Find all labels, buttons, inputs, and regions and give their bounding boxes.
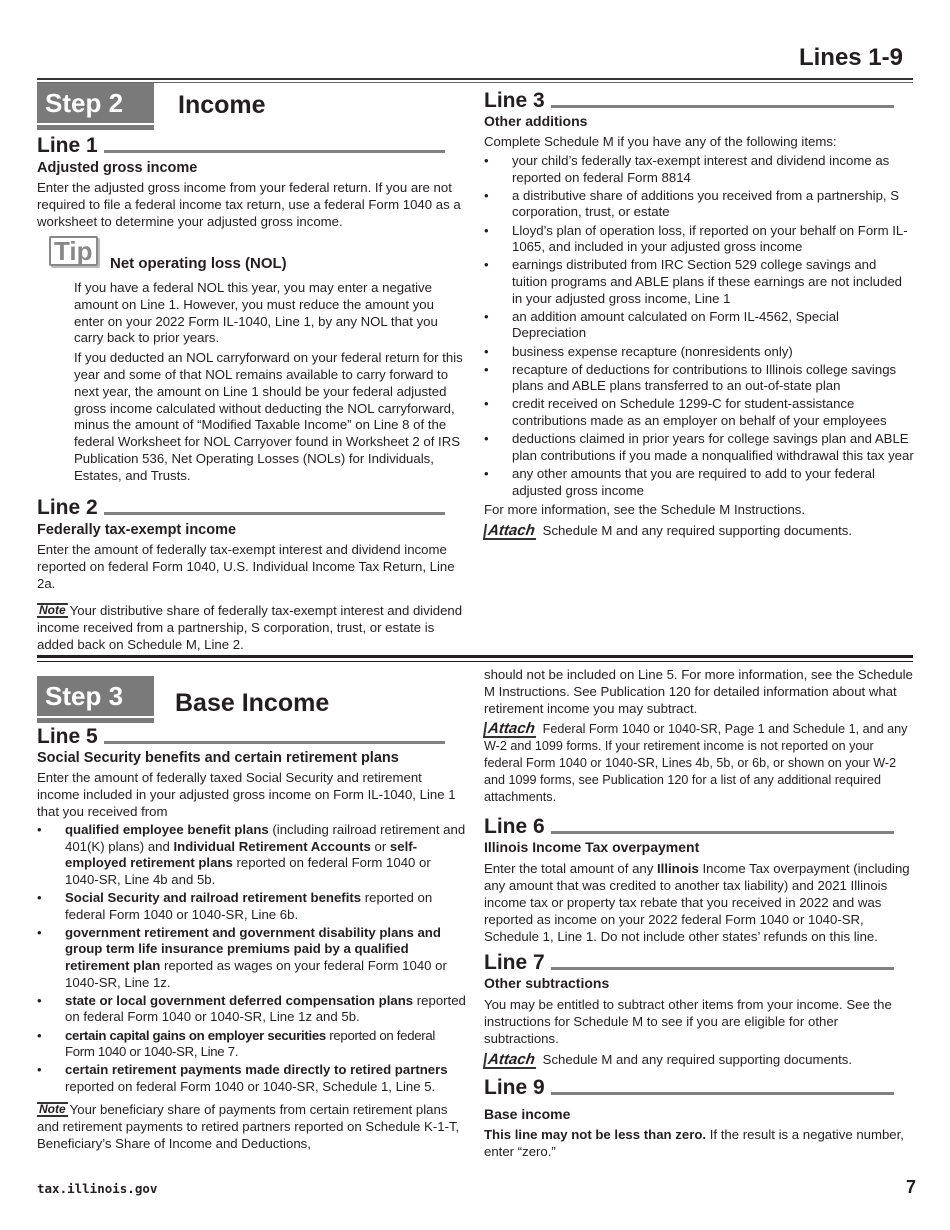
step2-left-column: [37, 135, 467, 653]
line6-text-part: Enter the total amount of any: [484, 861, 658, 876]
item-bold: qualified employee benefit plans: [65, 822, 269, 837]
step3-badge: Step 3: [37, 676, 154, 716]
line9-label: Line 9: [484, 1076, 545, 1099]
section-divider: [37, 655, 913, 658]
item-text: reported on federal Form 1040 or 1040-SR, Line 6b.: [65, 889, 433, 922]
tip-paragraph-2: If you deducted an NOL carryforward on your federal return for this year and some of that NOL remains available to carry forward to next year, the amount on Line 1 should be your federal adjusted gross income calculated without deducting the NOL carryforward, minus the amount of “Modified Taxable Income” on Line 8 of the federal Worksheet for NOL Carryover found in Worksheet 2 of IRS Publication 536, Net Operating Losses (NOLs) for Individuals, Estates, and Trusts.: [74, 350, 463, 483]
line6-subtitle: Illinois Income Tax overpayment: [484, 839, 700, 855]
line9-text-bold: This line may not be less than zero.: [484, 1127, 707, 1142]
line2-subtitle: Federally tax-exempt income: [37, 521, 237, 538]
line5-list: [37, 822, 467, 1095]
item-bold: government retirement and government disability plans and group term life insurance premiums paid by a qualified retirement plan: [65, 924, 441, 973]
footer-website[interactable]: tax.illinois.gov: [37, 1181, 158, 1196]
item-bold: Individual Retirement Accounts: [173, 838, 371, 854]
line5-note: [37, 1101, 467, 1152]
line5-item: [37, 822, 467, 888]
line5-heading: [37, 726, 467, 748]
line3-item: • any other amounts that you are required to add to your federal adjusted gross income: [484, 466, 914, 499]
line2-text: Enter the amount of federally tax-exempt interest and dividend income reported on federal Form 1040, U.S. Individual Income Tax Return, Line 2a.: [37, 541, 455, 591]
note-icon: Note: [39, 1102, 66, 1117]
tip-paragraph-1: If you have a federal NOL this year, you may enter a negative amount on Line 1. However, you must reduce the amount you enter on your 2022 Form IL-1040, Line 1, by any NOL that you carry back to prior years.: [74, 280, 438, 346]
line3-item: • an addition amount calculated on Form IL-4562, Special Depreciation: [484, 309, 914, 342]
line3-item: • earnings distributed from IRC Section 529 college savings and tuition programs and ABLE plans if these earnings are not included in your adjusted gross income, Line 1: [484, 257, 914, 307]
step3-left-column: [37, 726, 467, 1152]
line9-subtitle: Base income: [484, 1106, 571, 1122]
item-text: reported on federal Form 1040 or 1040-SR, Line 1z and 5b.: [65, 992, 466, 1025]
item-bold: self-employed retirement plans: [65, 838, 418, 871]
line7-attach-text: Schedule M and any required supporting documents.: [542, 1052, 853, 1067]
line9-heading: [484, 1077, 914, 1099]
line2-rule: [104, 512, 445, 515]
line6-heading: [484, 816, 914, 838]
line3-list: [484, 153, 914, 499]
item-text: reported as wages on your federal Form 1040 or 1040-SR, Line 1z.: [65, 957, 447, 990]
line3-item: • recapture of deductions for contributions to Illinois college savings plans and ABLE plans transferred to an out-of-state plan: [484, 362, 914, 395]
tip-body: [37, 280, 467, 485]
line1-heading: [37, 135, 467, 157]
tip-title: Net operating loss (NOL): [110, 255, 287, 272]
line5-item: [37, 925, 467, 991]
step2-badge-rule: [37, 125, 154, 130]
step2-right-column: [484, 90, 914, 540]
line5-item: [37, 890, 467, 923]
line5-continued: should not be included on Line 5. For more information, see the Schedule M Instructions. See Publication 120 for detailed information about what retirement income you may subtract.: [484, 667, 913, 716]
page-number: 7: [905, 1177, 916, 1197]
line5-item: [37, 1028, 467, 1061]
line6-text-part: Income Tax overpayment (including any amount that was credited to another tax liability) and 2021 Illinois income tax or property tax rebate that you received in 2022 and was reported as income on your 2022 federal Form 1040 or 1040-SR, Schedule 1, Line 1. Do not include other states’ refunds on this line.: [484, 861, 910, 944]
line2-label: Line 2: [37, 495, 98, 519]
line1-subtitle: Adjusted gross income: [37, 160, 198, 176]
line3-more: For more information, see the Schedule M Instructions.: [484, 501, 806, 517]
item-text: reported on federal Form 1040 or 1040-SR, Line 7.: [65, 1027, 436, 1060]
line3-item: • a distributive share of additions you received from a partnership, S corporation, trust, or estate: [484, 188, 914, 221]
line7-subtitle: Other subtractions: [484, 975, 610, 991]
page-header: Lines 1-9: [798, 44, 903, 71]
note-icon: Note: [39, 602, 66, 617]
step3-title: Base Income: [175, 689, 330, 717]
line6-rule: [551, 831, 894, 834]
line1-text: Enter the adjusted gross income from your federal return. If you are not required to file a federal income tax return, use a federal Form 1040 as a worksheet to determine your adjusted gross income.: [37, 180, 461, 229]
line6-text-bold: Illinois: [657, 861, 699, 876]
line5-rule: [104, 741, 445, 744]
line3-attach-text: Schedule M and any required supporting documents.: [542, 522, 853, 538]
item-bold: certain capital gains on employer securities: [65, 1027, 326, 1043]
step3-right-column: [484, 666, 914, 1160]
section-divider-thin: [37, 661, 913, 662]
line7-attach: [484, 1051, 914, 1069]
item-text: reported on federal Form 1040 or 1040-SR, Line 4b and 5b.: [65, 855, 431, 887]
item-bold: certain retirement payments made directly to retired partners: [65, 1062, 448, 1078]
line5-text: Enter the amount of federally taxed Social Security and retirement income included in your adjusted gross income on Form IL-1040, Line 1 that you received from: [37, 770, 456, 819]
item-bold: state or local government deferred compensation plans: [65, 992, 414, 1008]
line6-text: [484, 860, 914, 945]
header-rule-thin: [37, 82, 913, 83]
step2-title: Income: [178, 91, 266, 119]
line3-item: • deductions claimed in prior years for college savings plan and ABLE plan contributions if you made a nonqualified withdrawal this tax year: [484, 431, 914, 464]
line9-text: [484, 1126, 914, 1160]
line5-item: [37, 1062, 467, 1095]
line1-rule: [104, 150, 445, 153]
attach-icon: Attach: [483, 524, 538, 540]
line3-label: Line 3: [484, 89, 545, 112]
line3-heading: [484, 90, 914, 112]
line2-note-text: Your distributive share of federally tax-exempt interest and dividend income received from a partnership, S corporation, trust, or estate is added back on Schedule M, Line 2.: [37, 602, 463, 652]
line5-item: [37, 993, 467, 1026]
line9-text-part: If the result is a negative number, enter “zero.”: [484, 1127, 904, 1159]
line2-heading: [37, 497, 467, 519]
step3-badge-rule: [37, 718, 154, 723]
line5-label: Line 5: [37, 725, 98, 748]
attach-icon: Attach: [483, 1053, 538, 1069]
line7-rule: [551, 967, 894, 970]
item-text: or: [370, 838, 390, 854]
tip-header: [37, 236, 467, 278]
line5-attach-text: Federal Form 1040 or 1040-SR, Page 1 and Schedule 1, and any W-2 and 1099 forms. If your retirement income is not reported on your federal Form 1040 or 1040-SR, Lines 4b, 5b, or 6b, or shown on your W-2 and 1099 forms, see Publication 120 for a list of any additional required attachments.: [484, 722, 908, 804]
item-text: (including railroad retirement and 401(K) plans) and: [65, 822, 466, 854]
line5-attach: [484, 721, 914, 806]
line7-text: You may be entitled to subtract other items from your income. See the instructions for Schedule M to see if you are eligible for other subtractions.: [484, 997, 892, 1046]
line5-subtitle: Social Security benefits and certain retirement plans: [37, 750, 399, 766]
line3-intro: Complete Schedule M if you have any of the following items:: [484, 134, 837, 149]
line1-label: Line 1: [37, 134, 98, 157]
tip-icon: Tip: [49, 236, 98, 266]
line5-note-text: Your beneficiary share of payments from certain retirement plans and retirement payments to retired partners reported on Schedule K-1-T, Beneficiary’s Share of Income and Deductions,: [37, 1102, 460, 1152]
item-text: reported on federal Form 1040 or 1040-SR, Schedule 1, Line 5.: [65, 1078, 436, 1094]
line7-heading: [484, 952, 914, 974]
line2-note: [37, 602, 467, 653]
line7-label: Line 7: [484, 951, 545, 974]
line3-item: • credit received on Schedule 1299-C for student-assistance contributions made as an employer on behalf of your employees: [484, 396, 914, 429]
line9-rule: [551, 1092, 894, 1095]
item-bold: Social Security and railroad retirement benefits: [65, 889, 362, 905]
line3-rule: [551, 105, 894, 108]
line3-item: • Lloyd’s plan of operation loss, if reported on your behalf on Form IL-1065, and included in your adjusted gross income: [484, 223, 914, 256]
line3-subtitle: Other additions: [484, 113, 588, 129]
attach-icon: Attach: [483, 722, 538, 738]
line3-item: • your child’s federally tax-exempt interest and dividend income as reported on federal Form 8814: [484, 153, 914, 186]
line3-attach: [484, 522, 914, 540]
header-rule: [37, 78, 913, 80]
line6-label: Line 6: [484, 815, 545, 838]
step2-badge: Step 2: [37, 83, 154, 123]
line3-item: • business expense recapture (nonresidents only): [484, 344, 914, 361]
